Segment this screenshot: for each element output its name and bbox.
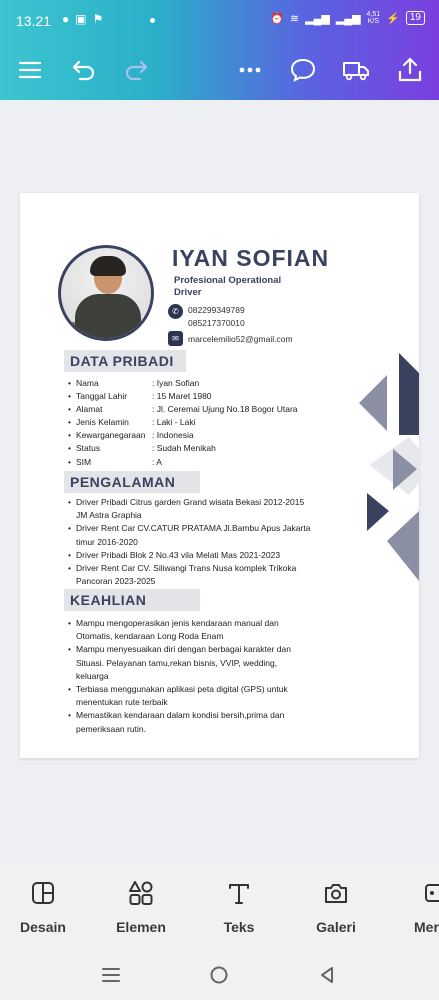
truck-icon[interactable] [342,56,370,84]
bio-key: • SIM [66,456,152,469]
email: marcelemilio52@gmail.com [188,334,293,344]
bio-key: • Tanggal Lahir [66,390,152,403]
bio-value: : A [152,456,162,467]
tool-label: Desain [20,919,66,935]
speed-unit: K/S [367,18,379,25]
skill-item [66,643,291,683]
item-line: pemeriksaan rutin. [76,723,146,734]
brand-tool[interactable] [392,880,439,935]
item-line: • Terbiasa menggunakan aplikasi peta digital (GPS) untuk [76,684,288,695]
speed-value: 4,51 [366,11,381,18]
item-line: Otomatis, kendaraan Long Roda Enam [76,631,224,642]
skill-item [66,709,291,735]
experience-item [66,496,310,522]
signal-icon: ▂▄▆ [305,12,330,25]
tool-label: Mer [414,919,439,935]
item-line: timur 2016-2020 [76,536,138,547]
skill-item [66,617,291,643]
shapes-icon [128,880,154,906]
network-speed [367,11,381,25]
redo-icon[interactable] [122,56,150,84]
phone-icon: ✆ [168,304,183,319]
item-line: JM Astra Graphia [76,510,142,521]
text-icon [226,880,252,906]
chat-notification-icon: ● [62,12,70,26]
bio-row [66,416,332,429]
bio-row [66,429,332,442]
tool-label: Galeri [316,919,356,935]
item-line: Pancoran 2023-2025 [76,576,156,587]
alarm-icon: ⏰ [270,12,284,25]
editor-toolbar [0,44,439,94]
bio-key: • Status [66,442,152,455]
bottom-tools-bar [0,860,439,950]
item-line: • Driver Rent Car CV. Siliwangi Trans Nusa komplek Trikoka [76,563,297,574]
profile-photo[interactable] [58,245,154,341]
design-canvas-page[interactable] [20,193,419,758]
hamburger-icon[interactable] [16,56,44,84]
item-line: • Driver Pribadi Blok 2 No.43 vila Melati Mas 2021-2023 [76,549,281,560]
experience-list[interactable] [66,496,310,588]
tool-label: Teks [223,919,255,935]
item-line: keluarga [76,670,109,681]
role-line-1: Profesional Operational [174,275,282,286]
recent-apps-icon[interactable] [100,964,122,986]
home-icon[interactable] [208,964,230,986]
phone-1: 082299349789 [188,305,245,315]
bio-value: : Iyan Sofian [152,378,200,388]
battery-level: 19 [406,11,425,25]
deco-triangle [387,511,419,581]
item-line: • Driver Rent Car CV.CATUR PRATAMA Jl.Bambu Apus Jakarta [76,523,311,534]
back-icon[interactable] [316,964,338,986]
phone-2: 085217370010 [188,318,245,328]
share-upload-icon[interactable] [396,56,424,84]
experience-item [66,562,310,588]
bio-value: : Sudah Menikah [152,443,216,454]
tool-label: Elemen [116,919,166,935]
brand-icon [422,880,439,906]
notification-icons [62,12,103,26]
app-header [0,0,439,100]
email-contact[interactable] [168,331,293,346]
decorative-triangles[interactable] [359,353,419,593]
status-time: 13.21 [16,13,52,29]
layout-icon [30,880,56,906]
skill-item [66,683,291,709]
personal-data-list[interactable] [66,377,332,469]
text-tool[interactable] [204,880,274,935]
photo-body [75,294,141,341]
bio-row [66,442,332,455]
item-line: menentukan rute terbaik [76,697,168,708]
signal-icon-2: ▂▄▆ [335,12,361,25]
deco-triangle [367,493,389,531]
item-line: • Memastikan kendaraan dalam kondisi bersih,prima dan [76,710,285,721]
bio-row [66,390,332,403]
role-line-2: Driver [174,287,202,298]
bio-value: : Jl. Ceremai Ujung No.18 Bogor Utara [152,404,298,415]
item-line: • Driver Pribadi Citrus garden Grand wisata Bekasi 2012-2015 [76,497,305,507]
bio-row [66,377,332,390]
system-nav-bar [0,950,439,1000]
comment-icon[interactable] [289,56,317,84]
notification-dot-icon [150,18,155,23]
bio-key: • Jenis Kelamin [66,416,152,429]
more-horizontal-icon[interactable] [236,56,264,84]
camera-icon [323,880,349,906]
bio-key: • Kewarganegaraan [66,429,152,442]
gallery-tool[interactable] [301,880,371,935]
skills-list[interactable] [66,617,291,736]
phone-contact[interactable] [168,304,245,330]
resume-name[interactable]: IYAN SOFIAN [172,245,330,271]
bio-value: : Laki - Laki [152,417,196,428]
section-personal-data[interactable]: DATA PRIBADI [64,350,186,372]
charging-icon: ⚡ [386,12,400,25]
experience-item [66,522,310,548]
resume-role[interactable] [174,275,304,299]
section-experience[interactable]: PENGALAMAN [64,471,200,493]
section-skills[interactable]: KEAHLIAN [64,589,200,611]
bio-key: • Nama [66,377,152,390]
bio-key: • Alamat [66,403,152,416]
item-line: • Mampu menyesuaikan diri dengan berbagai karakter dan [76,644,291,655]
item-line: Situasi. Pelayanan tamu,rekan bisnis, VVIP, wedding, [76,657,278,668]
bio-value: : Indonesia [152,430,194,441]
status-right [270,11,425,25]
bio-row [66,456,332,469]
elements-tool[interactable] [106,880,176,935]
design-tool[interactable] [8,880,78,935]
wifi-icon: ≋ [289,12,300,25]
mail-icon: ✉ [168,331,183,346]
app-notification-icon: ▣ [75,12,87,26]
bio-row [66,403,332,416]
undo-icon[interactable] [70,56,98,84]
flag-notification-icon: ⚑ [92,12,104,26]
item-line: • Mampu mengoperasikan jenis kendaraan manual dan [76,618,279,628]
photo-hair [90,256,126,276]
bio-value: : 15 Maret 1980 [152,391,212,402]
deco-triangle [359,375,387,431]
experience-item [66,549,310,562]
status-bar [0,0,439,40]
